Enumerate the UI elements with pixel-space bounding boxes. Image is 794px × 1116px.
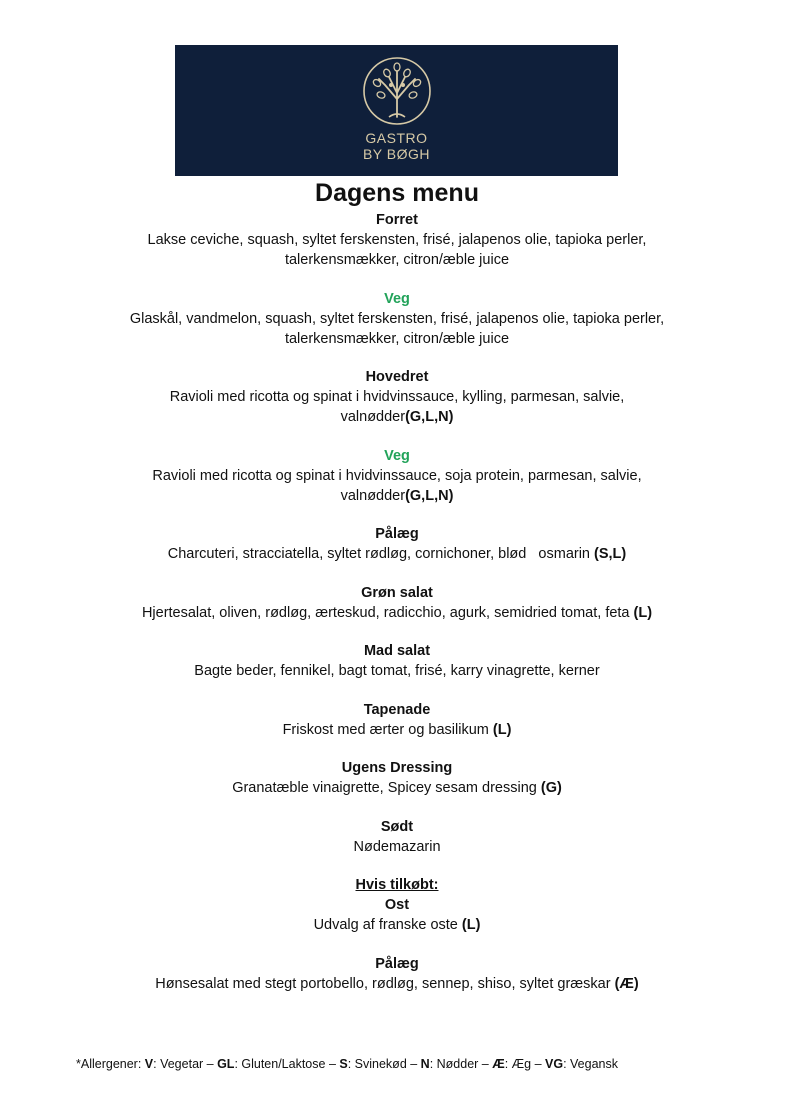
- section-tapenade: [60, 700, 734, 740]
- legend-code: N: [420, 1057, 430, 1071]
- section-palaeg: [60, 524, 734, 564]
- section-text-part: Udvalg af franske oste: [313, 917, 462, 933]
- legend-text: : Svinekød –: [347, 1057, 421, 1071]
- allergen-code: (L): [492, 721, 512, 738]
- legend-text: : Nødder –: [429, 1057, 493, 1071]
- section-title: Veg: [384, 290, 410, 307]
- section-veg-main: [60, 446, 734, 506]
- brand-line-2: BY BØGH: [362, 146, 431, 162]
- section-text: talerkensmækker, citron/æble juice: [284, 252, 510, 268]
- section-text-part: Hønsesalat med stegt portobello, rødløg, sennep, shiso, syltet græskar: [155, 975, 615, 992]
- allergen-code: (L): [633, 604, 653, 621]
- section-text: talerkensmækker, citron/æble juice: [284, 330, 510, 347]
- allergen-code: (G): [540, 780, 562, 796]
- section-text: [60, 486, 734, 506]
- allergen-legend: [76, 1055, 618, 1073]
- section-text-part: Charcuteri, stracciatella, syltet rødløg, cornichoner, blød osmarin: [167, 546, 595, 562]
- section-title: Ost: [384, 897, 410, 913]
- section-text: [60, 974, 734, 994]
- legend-prefix: *Allergener:: [76, 1057, 145, 1071]
- page-title: Dagens menu: [315, 179, 479, 207]
- allergen-code: (G,L,N): [405, 409, 454, 425]
- legend-code: VG: [545, 1057, 564, 1071]
- section-text: Glaskål, vandmelon, squash, syltet ferskensten, frisé, jalapenos olie, tapioka perler,: [129, 310, 665, 327]
- legend-code: V: [144, 1057, 154, 1071]
- legend-text: : Vegansk: [563, 1057, 618, 1071]
- section-title: Veg: [384, 447, 410, 464]
- allergen-code: (Æ): [614, 975, 639, 992]
- section-title: Pålæg: [375, 526, 419, 542]
- section-veg-starter: [60, 289, 734, 349]
- section-gron-salat: [60, 583, 734, 623]
- legend-code: S: [339, 1057, 348, 1071]
- section-text: Lakse ceviche, squash, syltet ferskensten, frisé, jalapenos olie, tapioka perler,: [147, 232, 647, 248]
- section-text: Bagte beder, fennikel, bagt tomat, frisé, karry vinagrette, kerner: [194, 663, 600, 679]
- section-mad-salat: [60, 641, 734, 681]
- section-title: Tapenade: [363, 701, 431, 718]
- section-heading: Hvis tilkøbt:: [355, 877, 439, 893]
- section-title: Sødt: [380, 818, 414, 835]
- menu-content: [60, 176, 734, 994]
- brand-line-1: GASTRO: [365, 130, 428, 146]
- logo-banner: [175, 45, 618, 176]
- section-text: Nødemazarin: [353, 838, 441, 855]
- allergen-code: (G,L,N): [405, 487, 454, 504]
- section-forret: [60, 210, 734, 270]
- allergen-code: (S,L): [594, 546, 627, 562]
- legend-code: Æ: [492, 1057, 505, 1071]
- allergen-code: (L): [461, 917, 481, 933]
- section-title: Grøn salat: [361, 584, 433, 601]
- section-text-part: valnødder: [340, 487, 406, 504]
- brand-name: [363, 130, 430, 162]
- section-text-part: valnødder: [340, 409, 406, 425]
- section-title: Pålæg: [375, 955, 419, 972]
- legend-text: : Æg –: [504, 1057, 546, 1071]
- section-text: [60, 720, 734, 740]
- section-title: Hovedret: [365, 369, 429, 385]
- section-text: [60, 915, 734, 935]
- section-title: Mad salat: [363, 643, 431, 659]
- section-text: [60, 603, 734, 623]
- tree-logo-icon: [361, 55, 433, 127]
- section-text: Ravioli med ricotta og spinat i hvidvinssauce, soja protein, parmesan, salvie,: [152, 467, 642, 484]
- section-palaeg-extra: [60, 954, 734, 994]
- section-dressing: [60, 758, 734, 798]
- section-text: [60, 778, 734, 798]
- legend-code: GL: [217, 1057, 235, 1071]
- section-text: Ravioli med ricotta og spinat i hvidvinssauce, kylling, parmesan, salvie,: [169, 389, 625, 405]
- section-text: [60, 407, 734, 427]
- legend-text: : Vegetar –: [153, 1057, 218, 1071]
- section-title: Forret: [376, 212, 418, 228]
- section-sodt: [60, 817, 734, 857]
- section-text-part: Friskost med ærter og basilikum: [282, 721, 493, 738]
- section-title: Ugens Dressing: [341, 760, 453, 776]
- section-hovedret: [60, 367, 734, 427]
- section-text: [60, 544, 734, 564]
- section-tilkobt: [60, 875, 734, 935]
- legend-text: : Gluten/Laktose –: [234, 1057, 340, 1071]
- section-text-part: Granatæble vinaigrette, Spicey sesam dressing: [232, 780, 541, 796]
- section-text-part: Hjertesalat, oliven, rødløg, ærteskud, radicchio, agurk, semidried tomat, feta: [141, 604, 634, 621]
